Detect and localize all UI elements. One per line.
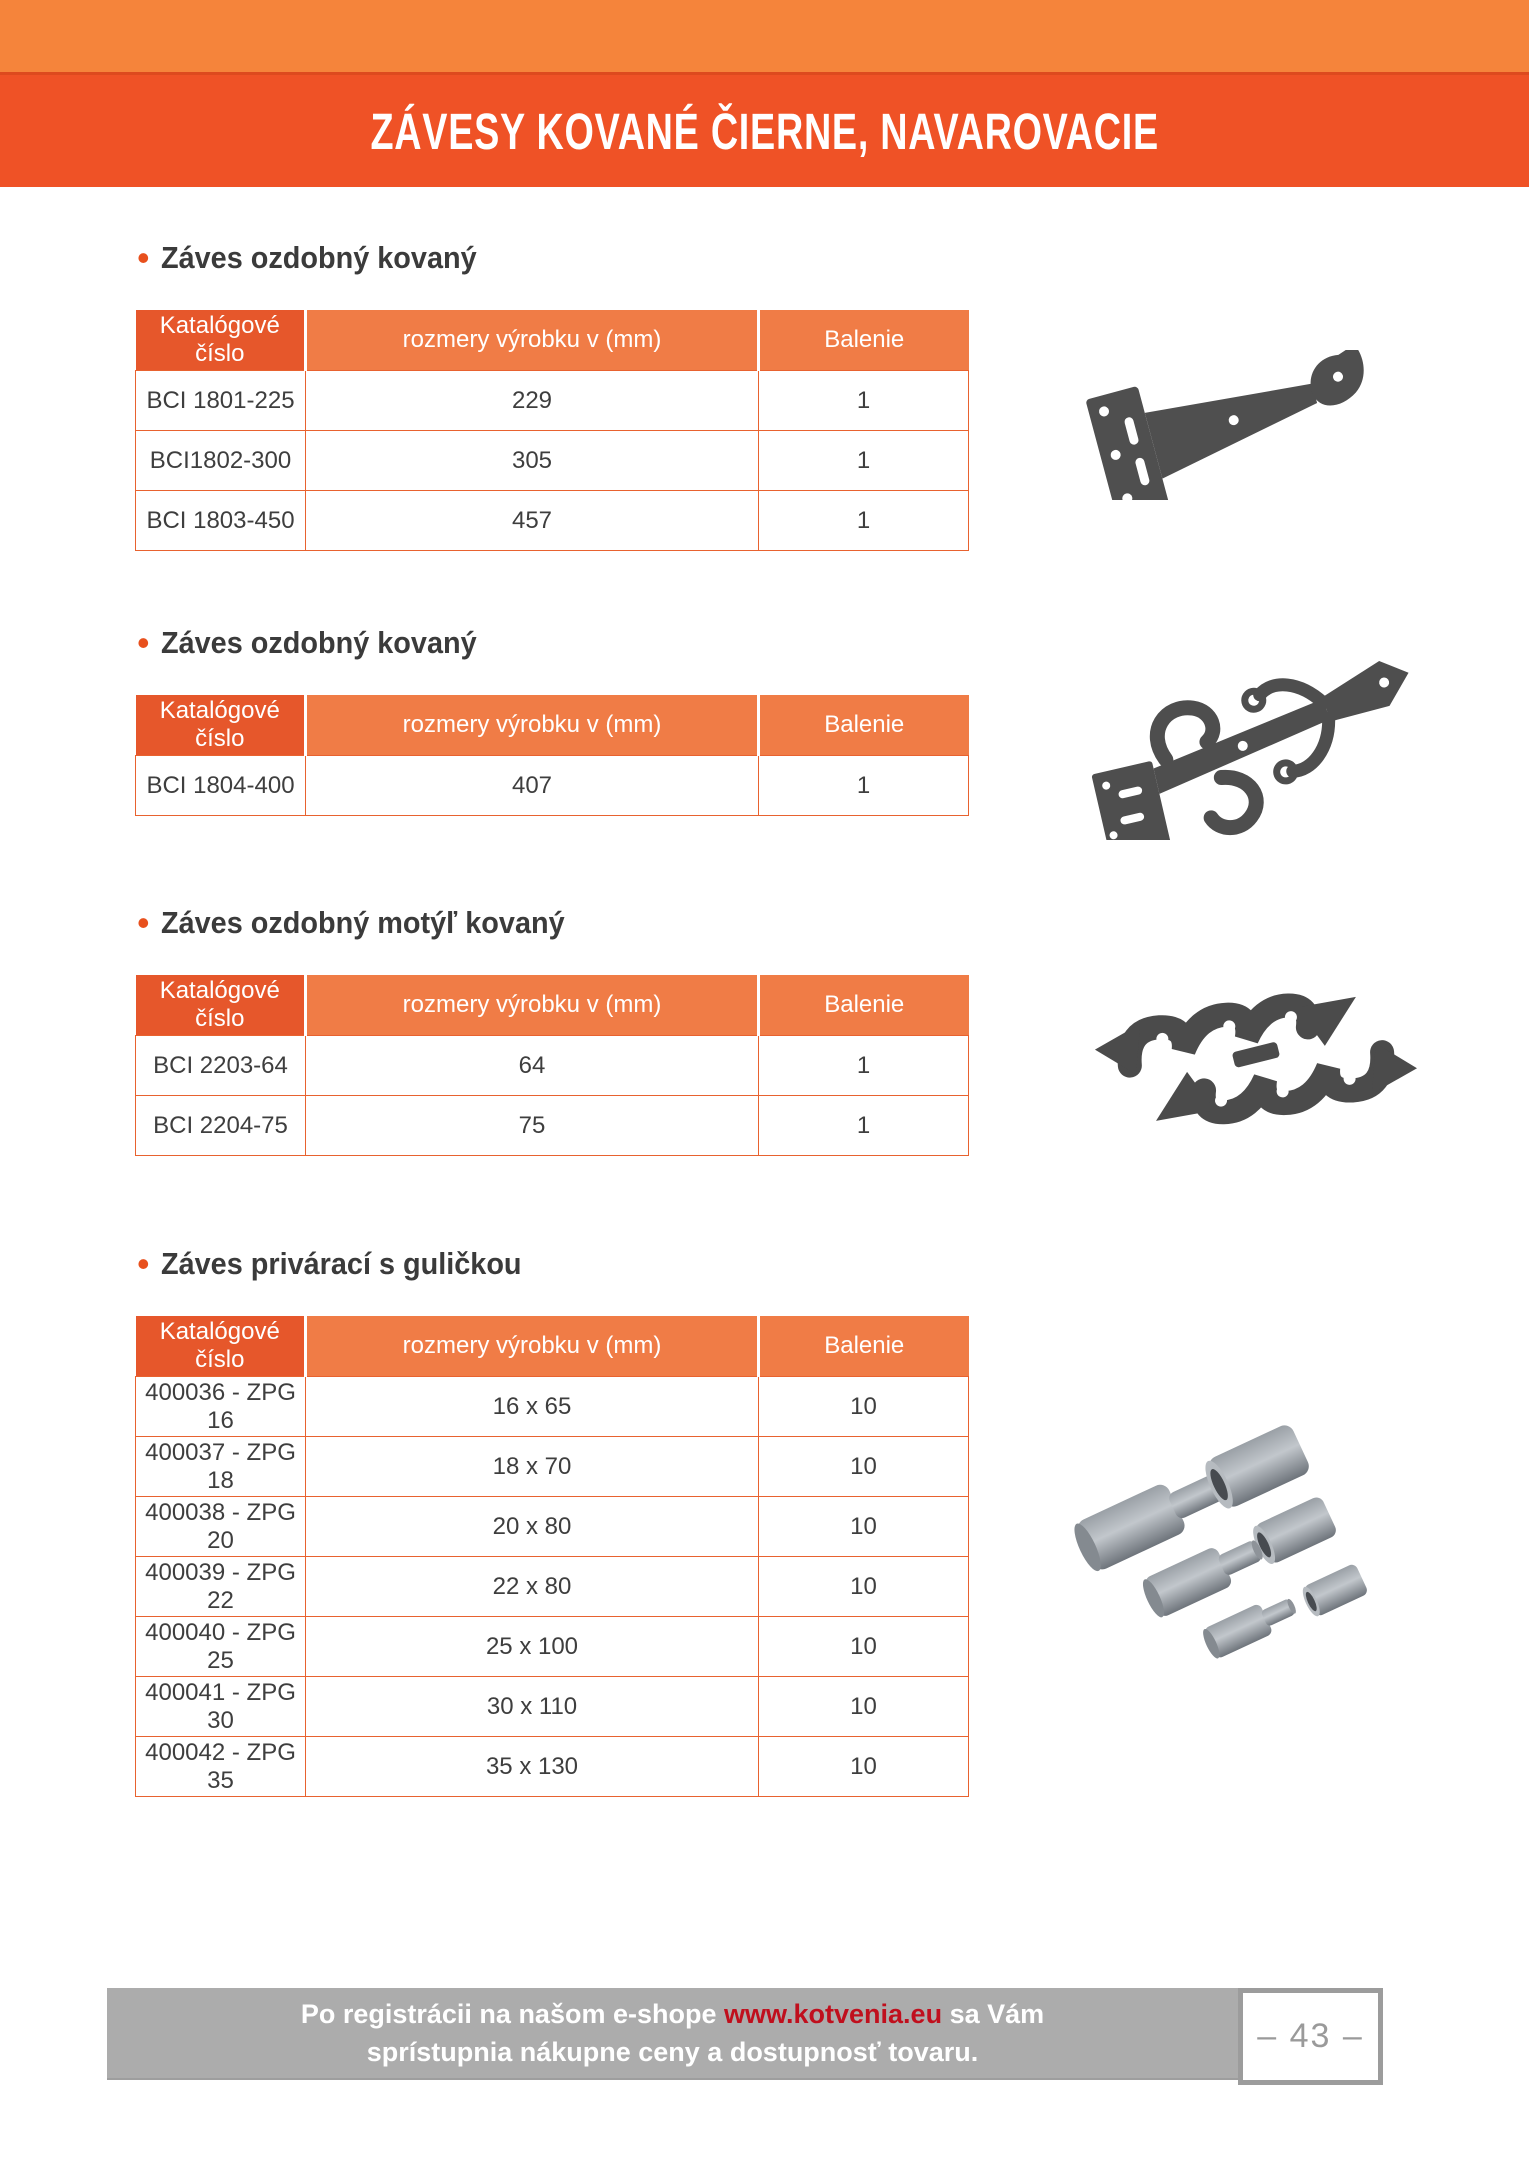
table-row	[136, 1497, 969, 1557]
table-cell: 25 x 100	[306, 1617, 759, 1677]
table-cell: 64	[306, 1036, 759, 1096]
section-heading	[137, 1243, 548, 1284]
product-table	[135, 975, 969, 1156]
section-heading	[137, 622, 500, 663]
product-photo-t-strap-hinge	[1085, 350, 1385, 505]
column-header-packaging: Balenie	[759, 310, 969, 371]
table-header-row	[136, 975, 969, 1036]
table-cell: 10	[759, 1377, 969, 1437]
bullet-icon: •	[137, 902, 150, 943]
column-header-dimensions: rozmery výrobku v (mm)	[306, 1316, 759, 1377]
product-photo-weld-on-pins	[1040, 1380, 1460, 1715]
title-banner	[0, 72, 1529, 187]
table-row	[136, 756, 969, 816]
table-cell: 407	[306, 756, 759, 816]
table-cell: 16 x 65	[306, 1377, 759, 1437]
table-row	[136, 371, 969, 431]
table-cell: BCI1802-300	[136, 431, 306, 491]
column-header-catalog: Katalógové číslo	[136, 695, 306, 756]
section-heading	[137, 902, 595, 943]
table-cell: 305	[306, 431, 759, 491]
table-row	[136, 1737, 969, 1797]
table-cell: 400037 - ZPG 18	[136, 1437, 306, 1497]
table-cell: 457	[306, 491, 759, 551]
table-row	[136, 1677, 969, 1737]
bullet-icon: •	[137, 1243, 150, 1284]
table-cell: 10	[759, 1617, 969, 1677]
column-header-packaging: Balenie	[759, 975, 969, 1036]
bullet-icon: •	[137, 622, 150, 663]
table-cell: 400041 - ZPG 30	[136, 1677, 306, 1737]
table-cell: 10	[759, 1557, 969, 1617]
table-row	[136, 1096, 969, 1156]
table-cell: BCI 2203-64	[136, 1036, 306, 1096]
table-cell: 30 x 110	[306, 1677, 759, 1737]
table-cell: 1	[759, 431, 969, 491]
table-cell: 400036 - ZPG 16	[136, 1377, 306, 1437]
column-header-catalog: Katalógové číslo	[136, 310, 306, 371]
column-header-catalog: Katalógové číslo	[136, 975, 306, 1036]
column-header-packaging: Balenie	[759, 1316, 969, 1377]
table-cell: 1	[759, 371, 969, 431]
page-number-box	[1238, 1988, 1383, 2085]
table-cell: 10	[759, 1437, 969, 1497]
footer-note	[107, 1988, 1238, 2078]
bullet-icon: •	[137, 237, 150, 278]
table-cell: BCI 1804-400	[136, 756, 306, 816]
table-cell: 400038 - ZPG 20	[136, 1497, 306, 1557]
product-photo-butterfly-hinge	[1075, 935, 1435, 1180]
section-title: Záves ozdobný kovaný	[160, 240, 477, 275]
website-link[interactable]: www.kotvenia.eu	[724, 1999, 943, 2029]
table-row	[136, 1617, 969, 1677]
table-row	[136, 1036, 969, 1096]
top-accent-bar	[0, 0, 1529, 72]
section-heading	[137, 237, 500, 278]
table-cell: 18 x 70	[306, 1437, 759, 1497]
table-cell: 400040 - ZPG 25	[136, 1617, 306, 1677]
table-row	[136, 1377, 969, 1437]
table-cell: BCI 1801-225	[136, 371, 306, 431]
table-cell: 400042 - ZPG 35	[136, 1737, 306, 1797]
column-header-dimensions: rozmery výrobku v (mm)	[306, 310, 759, 371]
page-number: – 43 –	[1257, 2017, 1364, 2055]
table-cell: 229	[306, 371, 759, 431]
footer-line-2: sprístupnia nákupne ceny a dostupnosť tovaru.	[366, 2037, 979, 2067]
product-table	[135, 310, 969, 551]
table-row	[136, 491, 969, 551]
table-cell: 10	[759, 1737, 969, 1797]
table-cell: 75	[306, 1096, 759, 1156]
table-cell: 10	[759, 1497, 969, 1557]
table-cell: 1	[759, 756, 969, 816]
t-strap-hinge-illustration	[1085, 350, 1385, 500]
footer-bar	[107, 1988, 1383, 2080]
footer-line-1	[107, 1995, 1238, 2033]
product-table	[135, 695, 969, 816]
footer-text-before-link: Po registrácii na našom e-shope	[300, 1999, 724, 2029]
table-row	[136, 1437, 969, 1497]
section-title: Záves privárací s guličkou	[160, 1246, 522, 1281]
table-cell: 400039 - ZPG 22	[136, 1557, 306, 1617]
section-title: Záves ozdobný kovaný	[160, 625, 477, 660]
table-cell: 10	[759, 1677, 969, 1737]
table-cell: 35 x 130	[306, 1737, 759, 1797]
table-header-row	[136, 310, 969, 371]
table-cell: BCI 2204-75	[136, 1096, 306, 1156]
table-row	[136, 431, 969, 491]
column-header-dimensions: rozmery výrobku v (mm)	[306, 695, 759, 756]
column-header-packaging: Balenie	[759, 695, 969, 756]
fleur-hinge-illustration	[1065, 650, 1455, 840]
table-row	[136, 1557, 969, 1617]
table-cell: 1	[759, 1036, 969, 1096]
table-header-row	[136, 695, 969, 756]
column-header-dimensions: rozmery výrobku v (mm)	[306, 975, 759, 1036]
section-title: Záves ozdobný motýľ kovaný	[160, 905, 565, 940]
product-photo-fleur-hinge	[1065, 650, 1455, 845]
footer-text-after-link: sa Vám	[942, 1999, 1045, 2029]
page-title: ZÁVESY KOVANÉ ČIERNE, NAVAROVACIE	[370, 102, 1159, 160]
table-cell: 22 x 80	[306, 1557, 759, 1617]
column-header-catalog: Katalógové číslo	[136, 1316, 306, 1377]
table-cell: 1	[759, 491, 969, 551]
table-header-row	[136, 1316, 969, 1377]
product-table	[135, 1316, 969, 1797]
table-cell: BCI 1803-450	[136, 491, 306, 551]
weld-on-pins-illustration	[1040, 1380, 1460, 1710]
table-cell: 20 x 80	[306, 1497, 759, 1557]
butterfly-hinge-illustration	[1075, 935, 1435, 1175]
table-cell: 1	[759, 1096, 969, 1156]
